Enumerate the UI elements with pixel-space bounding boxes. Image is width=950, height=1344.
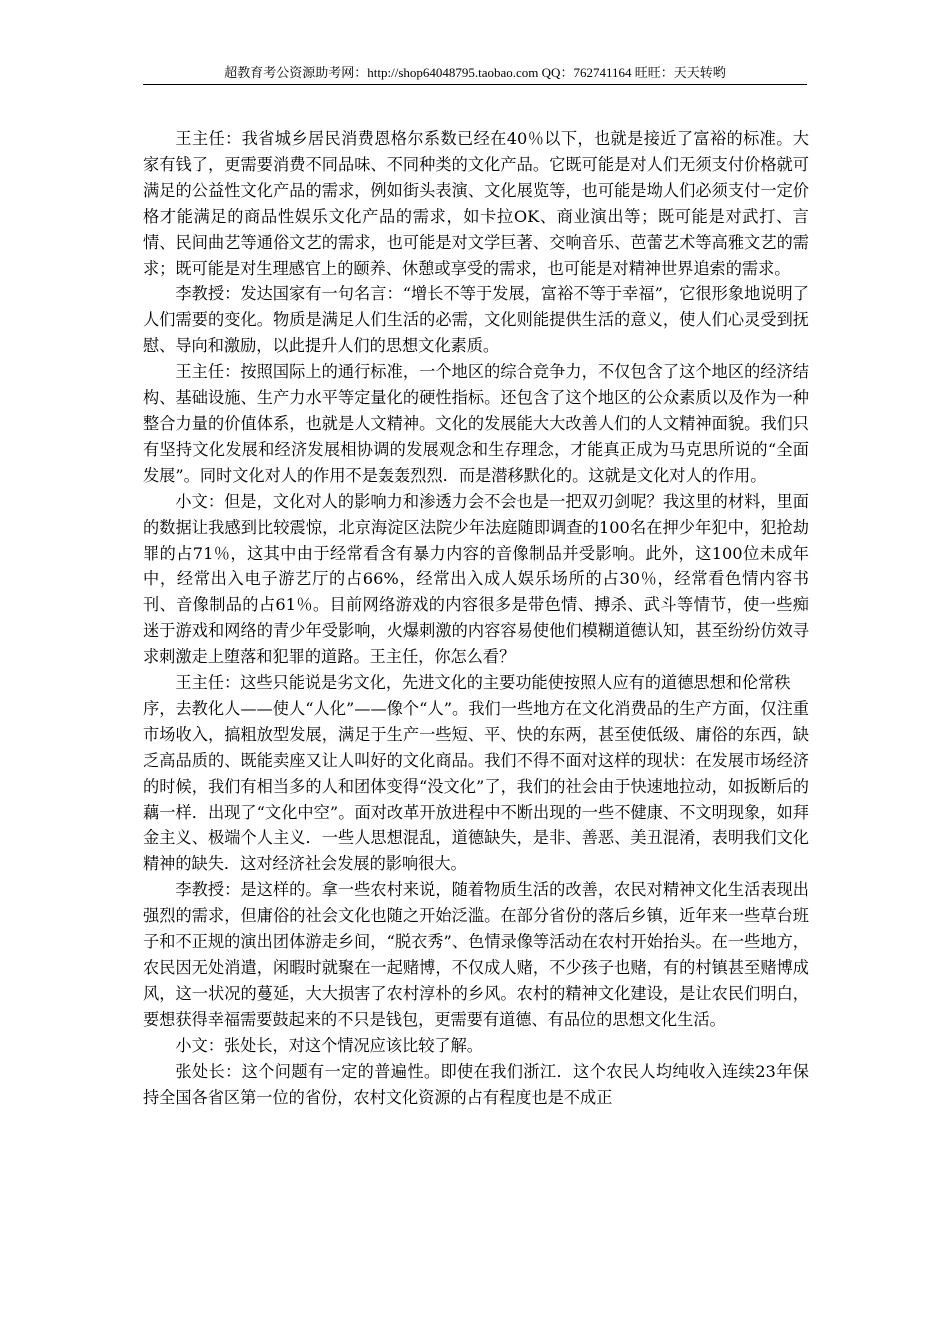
page-header: 超教育考公资源助考网：http://shop64048795.taobao.com QQ：762741164 旺旺：天天转哟: [143, 62, 807, 85]
paragraph: 张处长：这个问题有一定的普遍性。即使在我们浙江．这个农民人均纯收入连续23年保持全国各省区第一位的省份，农村文化资源的占有程度也是不成正: [143, 1061, 809, 1107]
paragraph: 王主任：我省城乡居民消费恩格尔系数已经在40％以下，也就是接近了富裕的标准。大家有钱了，更需要消费不同品味、不同种类的文化产品。它既可能是对人们无须支付价格就可满足的公益性文化产品的需求，例如街头表演、文化展览等，也可能是坳人们必须支付一定价格才能满足的商品性娱乐文化产品的需求，如卡拉OK、商业演出等；既可能是对武打、言情、民间曲艺等通俗文艺的需求，也可能是对文学巨著、交响音乐、芭蕾艺术等高雅文艺的需求；既可能是对生理感官上的颐养、休憩或享受的需求，也可能是对精神世界追索的需求。: [143, 129, 809, 278]
document-body: [143, 126, 809, 1110]
paragraph: 小文：但是，文化对人的影响力和渗透力会不会也是一把双刃剑呢？我这里的材料，里面的数据让我感到比较震惊，北京海淀区法院少年法庭随即调查的100名在押少年犯中，犯抢劫罪的占71％，这其中由于经常看含有暴力内容的音像制品并受影响。此外，这100位未成年中，经常出入电子游艺厅的占66%，经常出入成人娱乐场所的占30％，经常看色情内容书刊、音像制品的占61％。目前网络游戏的内容很多是带色情、搏杀、武斗等情节，使一些痴迷于游戏和网络的青少年受影响，火爆刺激的内容容易使他们模糊道德认知，甚至纷纷仿效寻求刺激走上堕落和犯罪的道路。王主任，你怎么看？: [143, 491, 809, 667]
paragraph-continuation: 序，去教化人——使人“人化”——像个“人”。我们一些地方在文化消费品的生产方面，仅注重市场收入，搞粗放型发展，满足于生产一些短、平、快的东两，甚至使低级、庸俗的东西，缺乏高品质的、既能卖座又让人叫好的文化商品。我们不得不面对这样的现状：在发展市场经济的时候，我们有相当多的人和团体变得“没文化”了，我们的社会由于快速地拉动，如扳断后的藕一样．出现了“文化中空”。面对改革开放进程中不断出现的一些不健康、不文明现象，如拜金主义、极端个人主义．一些人思想混乱，道德缺失，是非、善恶、美丑混淆，表明我们文化精神的缺失．这对经济社会发展的影响很大。: [143, 698, 809, 874]
paragraph: 王主任：按照国际上的通行标准，一个地区的综合竞争力，不仅包含了这个地区的经济结构、基础设施、生产力水平等定量化的硬性指标。还包含了这个地区的公众素质以及作为一种整合力量的价值体系，也就是人文精神。文化的发展能大大改善人们的人文精神面貌。我们只有坚持文化发展和经济发展相协调的发展观念和生存理念，才能真正成为马克思所说的“全面发展”。同时文化对人的作用不是轰轰烈烈．而是潜移默化的。这就是文化对人的作用。: [143, 362, 809, 485]
paragraph: 李教授：是这样的。拿一些农村来说，随着物质生活的改善，农民对精神文化生活表现出强烈的需求，但庸俗的社会文化也随之开始泛滥。在部分省份的落后乡镇，近年来一些草台班子和不正规的演出团体游走乡间，“脱衣秀”、色情录像等活动在农村开始抬头。在一些地方，农民因无处消遣，闲暇时就聚在一起赌博，不仅成人赌，不少孩子也赌，有的村镇甚至赌博成风，这一状况的蔓延，大大损害了农村淳朴的乡风。农村的精神文化建设，是让农民们明白，要想获得幸福需要鼓起来的不只是钱包，更需要有道德、有品位的思想文化生活。: [143, 880, 809, 1029]
paragraph: 小文：张处长，对这个情况应该比较了解。: [175, 1035, 483, 1055]
paragraph: 王主任：这些只能说是劣文化，先进文化的主要功能使按照人应有的道德思想和伦常秩: [175, 673, 791, 693]
paragraph: 李教授：发达国家有一句名言：“增长不等于发展，富裕不等于幸福”，它很形象地说明了人们需要的变化。物质是满足人们生活的必需，文化则能提供生活的意义，使人们心灵受到抚慰、导向和激励，以此提升人们的思想文化素质。: [143, 284, 809, 356]
